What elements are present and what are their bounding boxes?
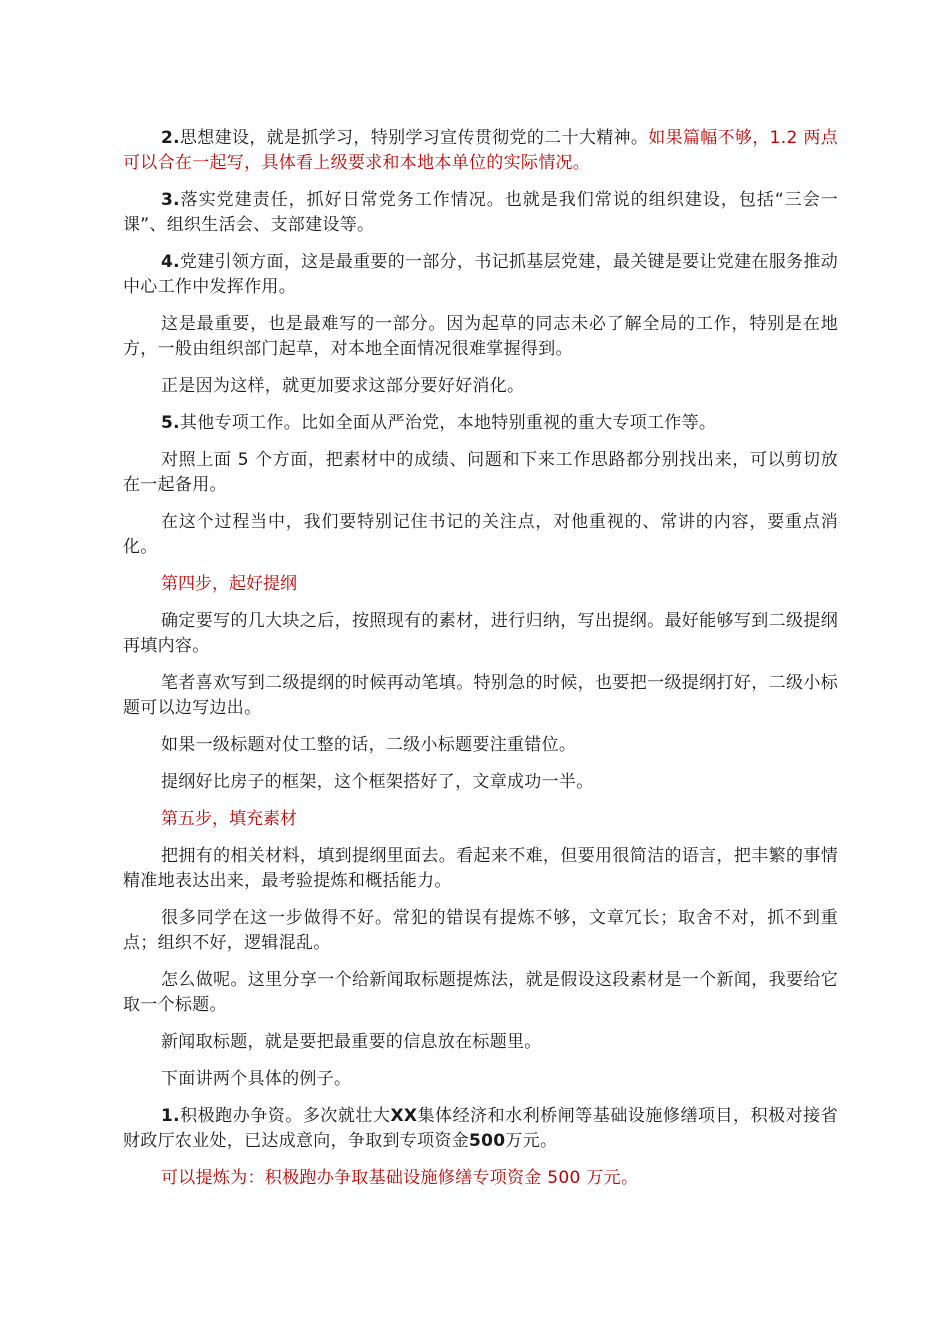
list-number: 1. bbox=[161, 1106, 180, 1126]
paragraph bbox=[123, 126, 838, 176]
red-summary: 可以提炼为：积极跑办争取基础设施修缮专项资金 500 万元。 bbox=[161, 1168, 639, 1188]
list-number: 3. bbox=[161, 190, 180, 210]
document-body bbox=[123, 126, 838, 1203]
paragraph bbox=[123, 188, 838, 238]
paragraph-text: 思想建设，就是抓学习，特别学习宣传贯彻党的二十大精神。 bbox=[179, 128, 649, 148]
paragraph: 把拥有的相关材料，填到提纲里面去。看起来不难，但要用很简洁的语言，把丰繁的事情精准地表达出来，最考验提炼和概括能力。 bbox=[123, 846, 838, 891]
paragraph bbox=[123, 250, 838, 300]
section-heading-step4: 第四步，起好提纲 bbox=[161, 574, 297, 594]
paragraph: 对照上面 5 个方面，把素材中的成绩、问题和下来工作思路都分别找出来，可以剪切放在一起备用。 bbox=[123, 450, 838, 495]
bold-text: XX bbox=[390, 1106, 418, 1126]
paragraph-text: 其他专项工作。比如全面从严治党，本地特别重视的重大专项工作等。 bbox=[179, 413, 717, 433]
paragraph: 如果一级标题对仗工整的话，二级小标题要注重错位。 bbox=[161, 735, 577, 755]
paragraph bbox=[123, 411, 838, 436]
paragraph: 提纲好比房子的框架，这个框架搭好了，文章成功一半。 bbox=[161, 772, 594, 792]
paragraph: 在这个过程当中，我们要特别记住书记的关注点，对他重视的、常讲的内容，要重点消化。 bbox=[123, 512, 838, 557]
paragraph bbox=[123, 1104, 838, 1154]
paragraph-text: 集体经济和水利桥闸等基础设施修缮项目，积极对接省财政厅农业处，已达成意向，争取到专项资金 bbox=[123, 1106, 838, 1151]
list-number: 2. bbox=[161, 128, 180, 148]
paragraph: 下面讲两个具体的例子。 bbox=[161, 1069, 352, 1089]
paragraph-text: 万元。 bbox=[505, 1131, 558, 1151]
list-number: 5. bbox=[161, 413, 180, 433]
paragraph: 新闻取标题，就是要把最重要的信息放在标题里。 bbox=[161, 1032, 542, 1052]
paragraph-text: 积极跑办争资。多次就壮大 bbox=[179, 1106, 391, 1126]
paragraph-text: 党建引领方面，这是最重要的一部分，书记抓基层党建，最关键是要让党建在服务推动中心工作中发挥作用。 bbox=[123, 252, 838, 297]
paragraph: 很多同学在这一步做得不好。常犯的错误有提炼不够，文章冗长；取舍不对，抓不到重点；组织不好，逻辑混乱。 bbox=[123, 908, 838, 953]
list-number: 4. bbox=[161, 252, 180, 272]
paragraph: 怎么做呢。这里分享一个给新闻取标题提炼法，就是假设这段素材是一个新闻，我要给它取一个标题。 bbox=[123, 970, 838, 1015]
bold-amount: 500 bbox=[469, 1131, 506, 1151]
section-heading-step5: 第五步，填充素材 bbox=[161, 809, 297, 829]
paragraph: 正是因为这样，就更加要求这部分要好好消化。 bbox=[161, 376, 525, 396]
paragraph: 确定要写的几大块之后，按照现有的素材，进行归纳，写出提纲。最好能够写到二级提纲再填内容。 bbox=[123, 611, 838, 656]
paragraph: 这是最重要，也是最难写的一部分。因为起草的同志未必了解全局的工作，特别是在地方，一般由组织部门起草，对本地全面情况很难掌握得到。 bbox=[123, 314, 838, 359]
paragraph: 笔者喜欢写到二级提纲的时候再动笔填。特别急的时候，也要把一级提纲打好，二级小标题可以边写边出。 bbox=[123, 673, 838, 718]
red-note: 如果篇幅不够，1.2 两点可以合在一起写，具体看上级要求和本地本单位的实际情况。 bbox=[123, 128, 838, 173]
paragraph-text: 落实党建责任，抓好日常党务工作情况。也就是我们常说的组织建设，包括“三会一课”、组织生活会、支部建设等。 bbox=[123, 190, 838, 235]
